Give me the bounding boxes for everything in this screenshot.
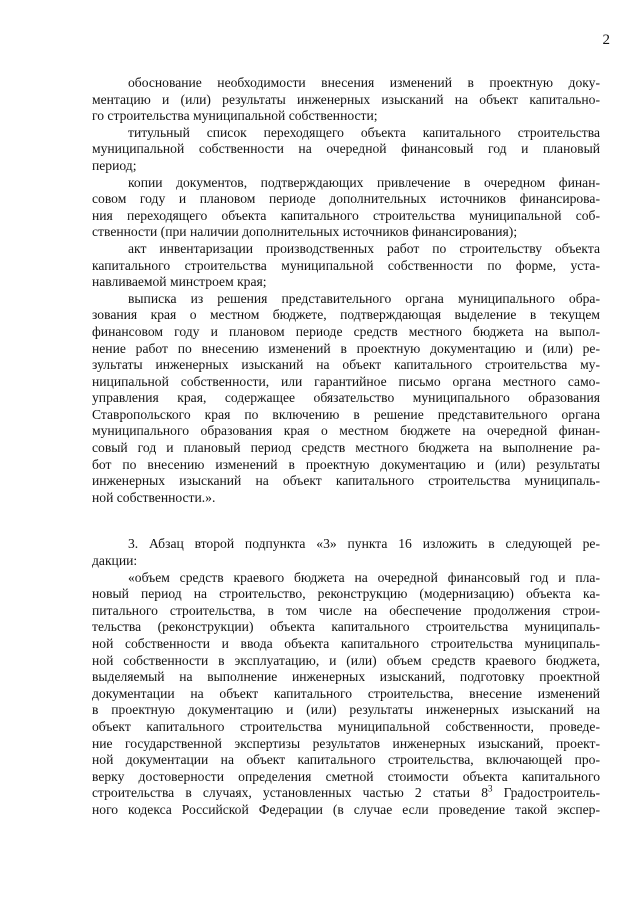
paragraph-justification (92, 75, 600, 125)
text-line: тельства (реконструкции) объекта капитального строительства муниципаль- (92, 619, 600, 635)
text-line: ние государственной экспертизы результатов инженерных изысканий, проект- (92, 735, 600, 751)
text-line: муниципальной собственности на очередной финансовый год и плановый (92, 141, 600, 157)
text-line: инженерных изысканий на объект капитального строительства муниципаль- (92, 473, 600, 489)
text-line: совый год и плановый период средств местного бюджета на выполнение ра- (92, 440, 600, 456)
text-line-with-superscript (92, 785, 600, 802)
text-line: ного кодекса Российской Федерации (в случае если проведение такой экспер- (92, 801, 600, 817)
paragraph-document-copies (92, 175, 600, 241)
text-line: ной собственности в эксплуатацию, и (или) объем средств краевого бюджета, (92, 652, 600, 668)
text-line: «объем средств краевого бюджета на очередной финансовый год и пла- (128, 569, 600, 585)
text-line: объект капитального строительства муниципальной собственности, проведе- (92, 718, 600, 734)
text-line: совом году и плановом периоде дополнительных источников финансирова- (92, 191, 600, 207)
text-line: финансовом году и плановом периоде средств местного бюджета на выпол- (92, 323, 600, 339)
text-line: обоснование необходимости внесения изменений в проектную доку- (128, 75, 600, 90)
text-line: новый период на строительство, реконструкцию (модернизацию) объекта ка- (92, 586, 600, 602)
text-line: выписка из решения представительного органа муниципального обра- (128, 290, 600, 306)
paragraph-title-list (92, 125, 600, 175)
text-line: ментацию и (или) результаты инженерных изысканий на объект капитально- (92, 91, 600, 107)
text-line: период; (92, 157, 137, 173)
text-line: нение работ по внесению изменений в проектную документацию и (или) ре- (92, 340, 600, 356)
text-line: копии документов, подтверждающих привлечение в очередном финан- (128, 174, 600, 190)
text-line: Ставропольского края по включению в решение представительного органа (92, 406, 600, 422)
text-line: ной документации на объект капитального строительства, включающей про- (92, 752, 600, 768)
text-line: 3. Абзац второй подпункта «3» пункта 16 изложить в следующей ре- (128, 536, 600, 552)
text-line: ной собственности.». (92, 489, 216, 505)
text-line: дакции: (92, 553, 138, 569)
text-line: ниципальной собственности, или гарантийное письмо органа местного само- (92, 373, 600, 389)
text-line: зультаты инженерных изысканий на объект капитального строительства му- (92, 357, 600, 373)
text-fragment: Градостроитель- (492, 785, 600, 801)
text-line: управления края, содержащее обязательство муниципального образования (92, 390, 600, 406)
text-line: титульный список переходящего объекта капитального строительства (128, 124, 600, 140)
text-line: питального строительства, в том числе на обеспечение продолжения строи- (92, 602, 600, 618)
text-line: бот по внесению изменений в проектную документацию и (или) результаты (92, 456, 600, 472)
text-line: муниципального образования края о местном бюджете на очередной финан- (92, 423, 600, 439)
paragraph-inventory-act (92, 241, 600, 291)
text-line: ной собственности и ввода объекта капитального строительства муниципаль- (92, 636, 600, 651)
page-number: 2 (602, 32, 610, 48)
paragraph-item-3 (92, 536, 600, 569)
text-line: зования края о местном бюджете, подтверждающая выделение в текущем (92, 307, 600, 323)
text-line: ственности (при наличии дополнительных источников финансирования); (92, 224, 518, 240)
text-line: в проектную документацию и (или) результаты инженерных изысканий на (92, 702, 600, 718)
text-line: верку достоверности определения сметной стоимости объекта капитального (92, 768, 600, 784)
text-line: капитального строительства муниципальной собственности по форме, уста- (92, 257, 600, 273)
document-body (92, 75, 600, 819)
superscript: 3 (488, 783, 493, 794)
paragraph-budget-volume (92, 570, 600, 819)
text-line: ния переходящего объекта капитального строительства муниципальной соб- (92, 207, 600, 223)
text-line: го строительства муниципальной собственности; (92, 108, 378, 124)
text-line: выделяемый на выполнение инженерных изысканий, подготовку проектной (92, 669, 600, 685)
text-line: навливаемой минстроем края; (92, 274, 267, 290)
text-fragment: строительства в случаях, установленных частью 2 статьи 8 (92, 785, 488, 801)
text-line: документации на объект капитального строительства, внесение изменений (92, 685, 600, 701)
paragraph-budget-extract (92, 291, 600, 507)
text-line: акт инвентаризации производственных работ по строительству объекта (128, 240, 600, 256)
paragraph-spacer (92, 506, 600, 536)
